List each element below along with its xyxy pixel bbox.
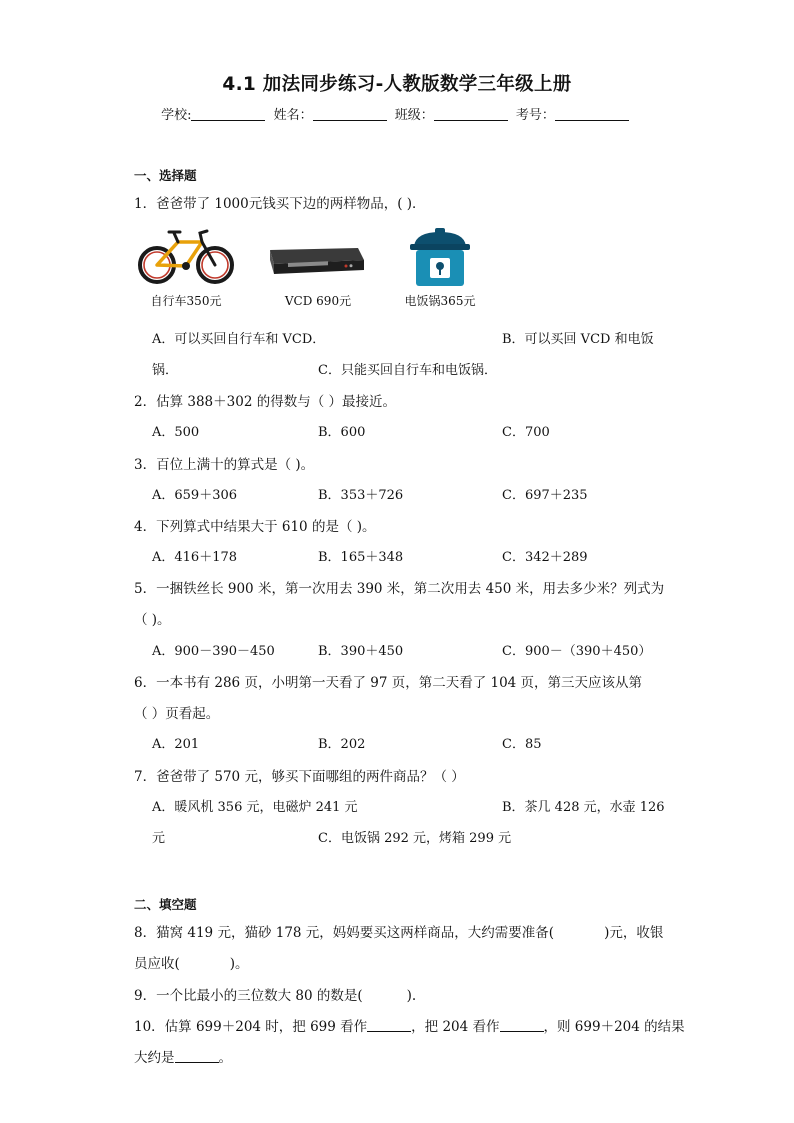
q10-text-d: 大约是 bbox=[134, 1050, 175, 1066]
q10-blank-3[interactable] bbox=[175, 1050, 219, 1063]
q9-text-a: 9．一个比最小的三位数大 80 的数是( bbox=[134, 988, 363, 1004]
question-1: 1．爸爸带了 1000元钱买下边的两样物品，( )． bbox=[134, 196, 426, 212]
page-title: 4.1 加法同步练习-人教版数学三年级上册 bbox=[222, 74, 572, 95]
question-8-cont bbox=[134, 952, 249, 972]
q5-option-b[interactable]: B．390＋450 bbox=[318, 644, 404, 659]
q7-option-b[interactable]: B．茶几 428 元，水壶 126 bbox=[502, 800, 665, 815]
q10-blank-1[interactable] bbox=[367, 1019, 411, 1032]
school-blank[interactable] bbox=[191, 107, 265, 121]
q10-text-e: 。 bbox=[218, 1050, 232, 1066]
q2-option-c[interactable]: C．700 bbox=[502, 425, 550, 440]
q1-option-b[interactable]: B．可以买回 VCD 和电饭 bbox=[502, 332, 654, 347]
q3-option-c[interactable]: C．697＋235 bbox=[502, 488, 588, 503]
q8-text-d: )。 bbox=[229, 956, 249, 972]
q6-option-c[interactable]: C．85 bbox=[502, 737, 542, 752]
rice-cooker-caption: 电饭锅365元 bbox=[404, 294, 476, 308]
question-7: 7．爸爸带了 570 元，够买下面哪组的两件商品？（ ） bbox=[134, 769, 465, 785]
question-6-cont: （ ）页看起。 bbox=[134, 706, 220, 722]
q4-option-c[interactable]: C．342＋289 bbox=[502, 550, 588, 565]
section-heading-fill: 二、填空题 bbox=[134, 897, 197, 912]
q6-option-a[interactable]: A．201 bbox=[152, 737, 200, 752]
q7-option-b-cont: 元 bbox=[152, 831, 166, 846]
school-label: 学校: bbox=[161, 108, 192, 123]
bicycle-icon bbox=[136, 224, 236, 288]
q10-text-a: 10．估算 699＋204 时，把 699 看作 bbox=[134, 1019, 368, 1035]
q7-option-a[interactable]: A．暖风机 356 元，电磁炉 241 元 bbox=[152, 800, 358, 815]
q6-option-b[interactable]: B．202 bbox=[318, 737, 366, 752]
q5-option-a[interactable]: A．900－390－450 bbox=[152, 644, 275, 659]
q5-option-c[interactable]: C．900－（390＋450） bbox=[502, 644, 652, 659]
q3-option-a[interactable]: A．659＋306 bbox=[152, 488, 238, 503]
q1-option-a[interactable]: A．可以买回自行车和 VCD． bbox=[152, 332, 326, 347]
q8-text-c: 员应收( bbox=[134, 956, 180, 972]
question-2: 2．估算 388＋302 的得数与（ ）最接近。 bbox=[134, 394, 396, 410]
question-5: 5．一捆铁丝长 900 米，第一次用去 390 米，第二次用去 450 米，用去多少米？列式为 bbox=[134, 581, 665, 597]
q4-option-b[interactable]: B．165＋348 bbox=[318, 550, 404, 565]
q7-option-c[interactable]: C．电饭锅 292 元，烤箱 299 元 bbox=[318, 831, 512, 846]
question-3: 3．百位上满十的算式是（ )。 bbox=[134, 457, 315, 473]
q4-option-a[interactable]: A．416＋178 bbox=[152, 550, 238, 565]
q2-option-a[interactable]: A．500 bbox=[152, 425, 200, 440]
question-6: 6．一本书有 286 页，小明第一天看了 97 页，第二天看了 104 页，第三天应该从第 bbox=[134, 675, 643, 691]
vcd-player-icon bbox=[266, 244, 366, 278]
question-5-cont: （ )。 bbox=[134, 612, 171, 628]
q1-option-c[interactable]: C．只能买回自行车和电饭锅． bbox=[318, 363, 497, 378]
exam-number-label: 考号： bbox=[515, 108, 555, 123]
q3-option-b[interactable]: B．353＋726 bbox=[318, 488, 404, 503]
question-10-cont bbox=[134, 1046, 232, 1066]
exam-number-blank[interactable] bbox=[555, 107, 629, 121]
student-info-line bbox=[0, 104, 794, 123]
q9-text-b: ). bbox=[406, 988, 417, 1004]
question-4: 4．下列算式中结果大于 610 的是（ )。 bbox=[134, 519, 376, 535]
section-heading-choice: 一、选择题 bbox=[134, 168, 197, 183]
class-blank[interactable] bbox=[434, 107, 508, 121]
name-blank[interactable] bbox=[313, 107, 387, 121]
q10-text-b: ，把 204 看作 bbox=[411, 1019, 500, 1035]
rice-cooker-icon bbox=[408, 226, 472, 288]
q2-option-b[interactable]: B．600 bbox=[318, 425, 366, 440]
class-label: 班级： bbox=[394, 108, 434, 123]
name-label: 姓名： bbox=[273, 108, 313, 123]
question-9 bbox=[134, 984, 416, 1004]
bicycle-caption: 自行车350元 bbox=[150, 294, 222, 308]
q10-blank-2[interactable] bbox=[500, 1019, 544, 1032]
q8-text-b: )元，收银 bbox=[604, 925, 664, 941]
q1-option-b-cont: 锅． bbox=[152, 363, 179, 378]
q8-text-a: 8．猫窝 419 元，猫砂 178 元，妈妈要买这两样商品，大约需要准备( bbox=[134, 925, 555, 941]
question-8 bbox=[134, 921, 663, 941]
question-10 bbox=[134, 1015, 685, 1035]
q10-text-c: ，则 699＋204 的结果 bbox=[543, 1019, 685, 1035]
vcd-caption: VCD 690元 bbox=[284, 294, 352, 308]
